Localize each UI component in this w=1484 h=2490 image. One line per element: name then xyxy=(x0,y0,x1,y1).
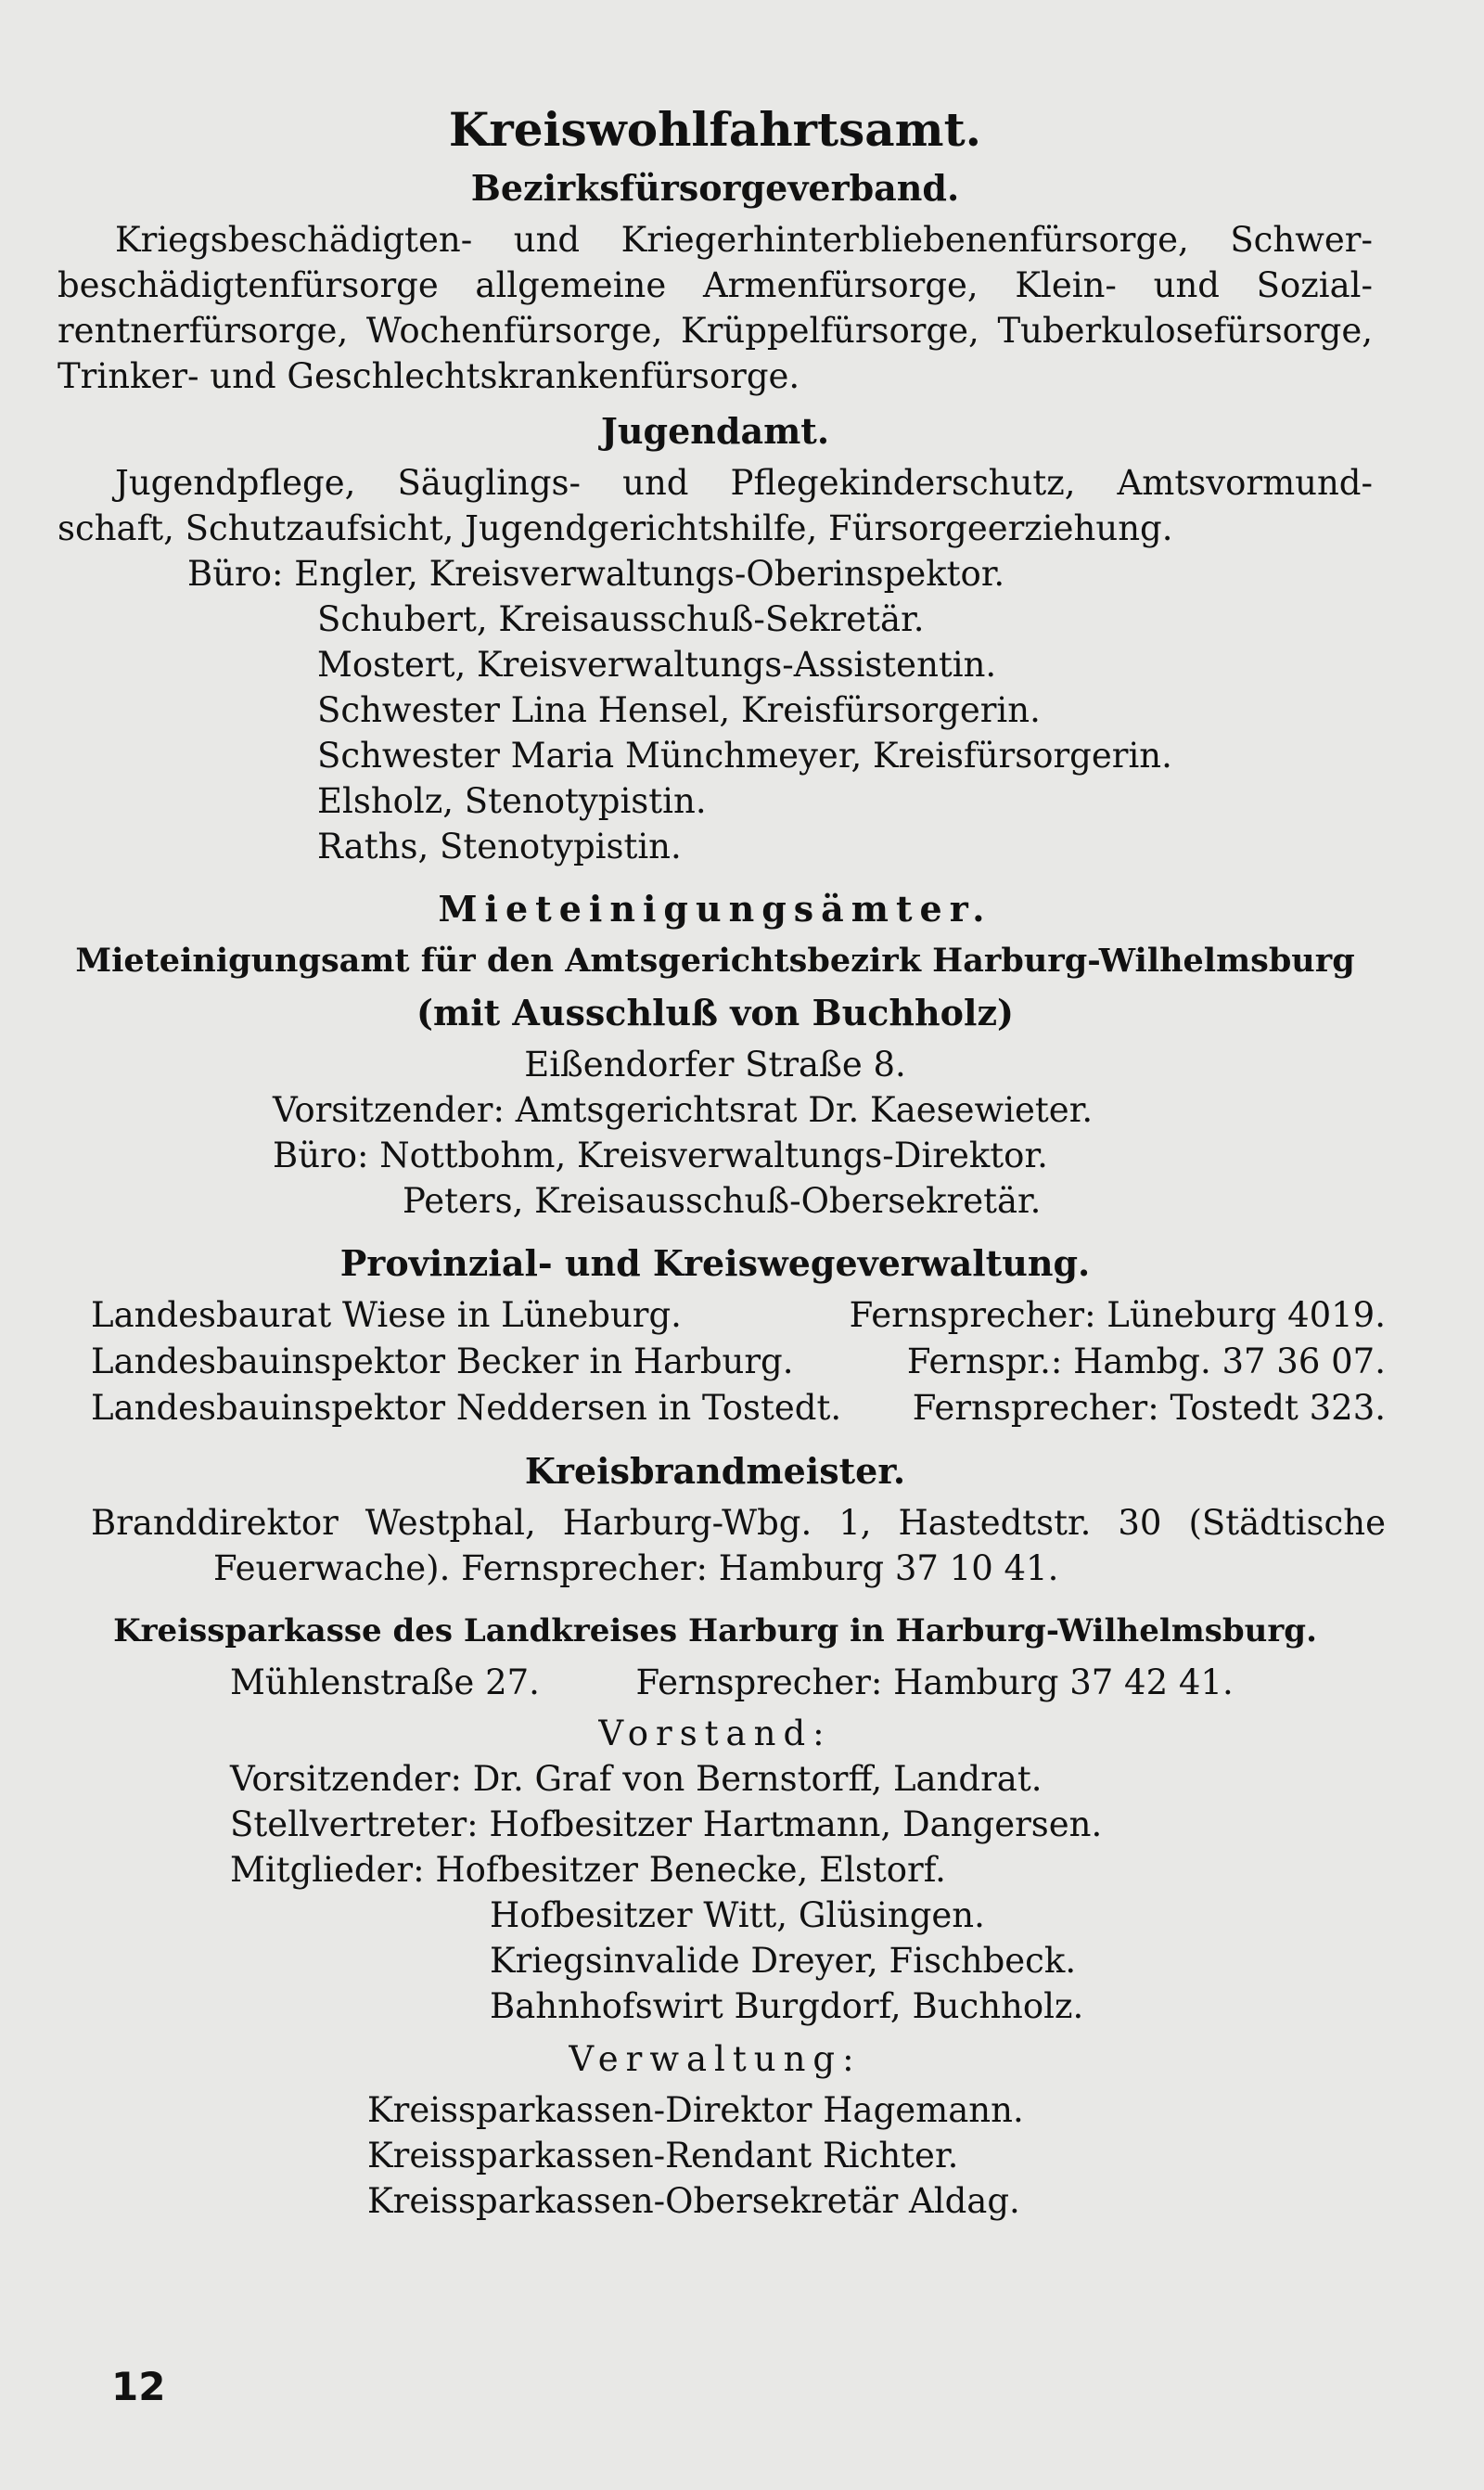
mieteinigung-subheading: Mieteinigungsamt für den Amtsgerichtsbezirk Harburg-Wilhelmsburg xyxy=(75,942,1355,980)
wege-phone: Fernspr.: Hambg. 37 36 07. xyxy=(906,1341,1386,1381)
wege-row xyxy=(91,1385,1386,1431)
vorstand-vorsitz: Vorsitzender: Dr. Graf von Bernstorff, Landrat. xyxy=(230,1759,1043,1799)
staff-entry: Schwester Lina Hensel, Kreisfürsorgerin. xyxy=(317,690,1041,730)
section-heading-jugendamt: Jugendamt. xyxy=(600,410,830,452)
vorstand-heading: Vorstand: xyxy=(598,1713,832,1753)
section-heading-sparkasse: Kreissparkasse des Landkreises Harburg in Harburg-Wilhelmsburg. xyxy=(113,1612,1317,1649)
mitglieder-label: Mitglieder: xyxy=(230,1850,425,1890)
jugendamt-staff xyxy=(187,551,1373,869)
page-title: Kreiswohlfahrtsamt. xyxy=(448,102,982,157)
text-line: Feuerwache). Fernsprecher: Hamburg 37 10 41. xyxy=(213,1548,1059,1588)
text-line: Kriegsbeschädigten- und Kriegerhinterbliebenenfürsorge, Schwer- xyxy=(115,220,1373,260)
verwaltung-entry: Kreissparkassen-Rendant Richter. xyxy=(367,2136,959,2176)
paragraph-bezirk xyxy=(58,217,1373,399)
paragraph-brand xyxy=(91,1500,1386,1591)
staff-entry: Elsholz, Stenotypistin. xyxy=(317,781,707,821)
mieteinigung-vorsitz: Vorsitzender: Amtsgerichtsrat Dr. Kaesewieter. xyxy=(273,1090,1094,1130)
text-line: Branddirektor Westphal, Harburg-Wbg. 1, Hastedtstr. 30 (Städtische xyxy=(91,1503,1386,1543)
wege-row xyxy=(91,1292,1386,1339)
verwaltung-entry: Kreissparkassen-Direktor Hagemann. xyxy=(367,2090,1024,2130)
vorstand-mitglieder xyxy=(230,1847,1373,2029)
staff-entry: Mostert, Kreisverwaltungs-Assistentin. xyxy=(317,645,997,685)
sparkasse-address-row xyxy=(230,1660,1373,1705)
wege-phone: Fernsprecher: Tostedt 323. xyxy=(912,1388,1386,1428)
wege-person: Landesbauinspektor Becker in Harburg. xyxy=(91,1341,794,1381)
mieteinigung-buero: Büro: Nottbohm, Kreisverwaltungs-Direktor. xyxy=(273,1136,1048,1175)
verwaltung-heading: Verwaltung: xyxy=(569,2039,862,2079)
page-number: 12 xyxy=(111,2364,166,2409)
text-line: beschädigtenfürsorge allgemeine Armenfürsorge, Klein- und Sozial- xyxy=(58,265,1373,305)
mitglied-entry: Hofbesitzer Witt, Glüsingen. xyxy=(490,1895,985,1935)
mieteinigung-subheading-2: (mit Ausschluß von Buchholz) xyxy=(416,992,1014,1033)
text-line: Jugendpflege, Säuglings- und Pflegekinderschutz, Amtsvormund- xyxy=(115,463,1373,503)
staff-entry: Engler, Kreisverwaltungs-Oberinspektor. xyxy=(294,554,1005,594)
staff-entry: Raths, Stenotypistin. xyxy=(317,827,682,866)
sparkasse-address: Mühlenstraße 27. xyxy=(230,1662,540,1702)
buero-label: Büro: xyxy=(187,554,284,594)
wege-list xyxy=(91,1292,1386,1431)
section-heading-bezirk: Bezirksfürsorgeverband. xyxy=(470,167,960,209)
section-heading-mieteinigung: Mieteinigungsämter. xyxy=(438,888,992,930)
mieteinigung-buero-2: Peters, Kreisausschuß-Obersekretär. xyxy=(403,1181,1042,1221)
staff-entry: Schwester Maria Münchmeyer, Kreisfürsorgerin. xyxy=(317,736,1172,776)
mitglied-entry: Kriegsinvalide Dreyer, Fischbeck. xyxy=(490,1941,1077,1981)
mitglied-entry: Bahnhofswirt Burgdorf, Buchholz. xyxy=(490,1986,1084,2026)
mitglied-entry: Hofbesitzer Benecke, Elstorf. xyxy=(435,1850,946,1890)
text-line: rentnerfürsorge, Wochenfürsorge, Krüppelfürsorge, Tuberkulosefürsorge, xyxy=(58,311,1373,351)
section-heading-brand: Kreisbrandmeister. xyxy=(524,1450,906,1492)
verwaltung-list xyxy=(367,2087,1373,2224)
text-line: schaft, Schutzaufsicht, Jugendgerichtshilfe, Fürsorgeerziehung. xyxy=(58,508,1173,548)
wege-person: Landesbaurat Wiese in Lüneburg. xyxy=(91,1295,682,1335)
staff-entry: Schubert, Kreisausschuß-Sekretär. xyxy=(317,599,925,639)
verwaltung-entry: Kreissparkassen-Obersekretär Aldag. xyxy=(367,2181,1020,2221)
wege-row xyxy=(91,1339,1386,1385)
wege-person: Landesbauinspektor Neddersen in Tostedt. xyxy=(91,1388,842,1428)
vorstand-stellvertreter: Stellvertreter: Hofbesitzer Hartmann, Dangersen. xyxy=(230,1804,1103,1844)
section-heading-wege: Provinzial- und Kreiswegeverwaltung. xyxy=(339,1242,1091,1284)
sparkasse-phone: Fernsprecher: Hamburg 37 42 41. xyxy=(635,1662,1234,1702)
mieteinigung-address: Eißendorfer Straße 8. xyxy=(524,1045,906,1085)
text-line: Trinker- und Geschlechtskrankenfürsorge. xyxy=(58,356,800,396)
paragraph-jugendamt xyxy=(58,460,1373,551)
wege-phone: Fernsprecher: Lüneburg 4019. xyxy=(849,1295,1386,1335)
